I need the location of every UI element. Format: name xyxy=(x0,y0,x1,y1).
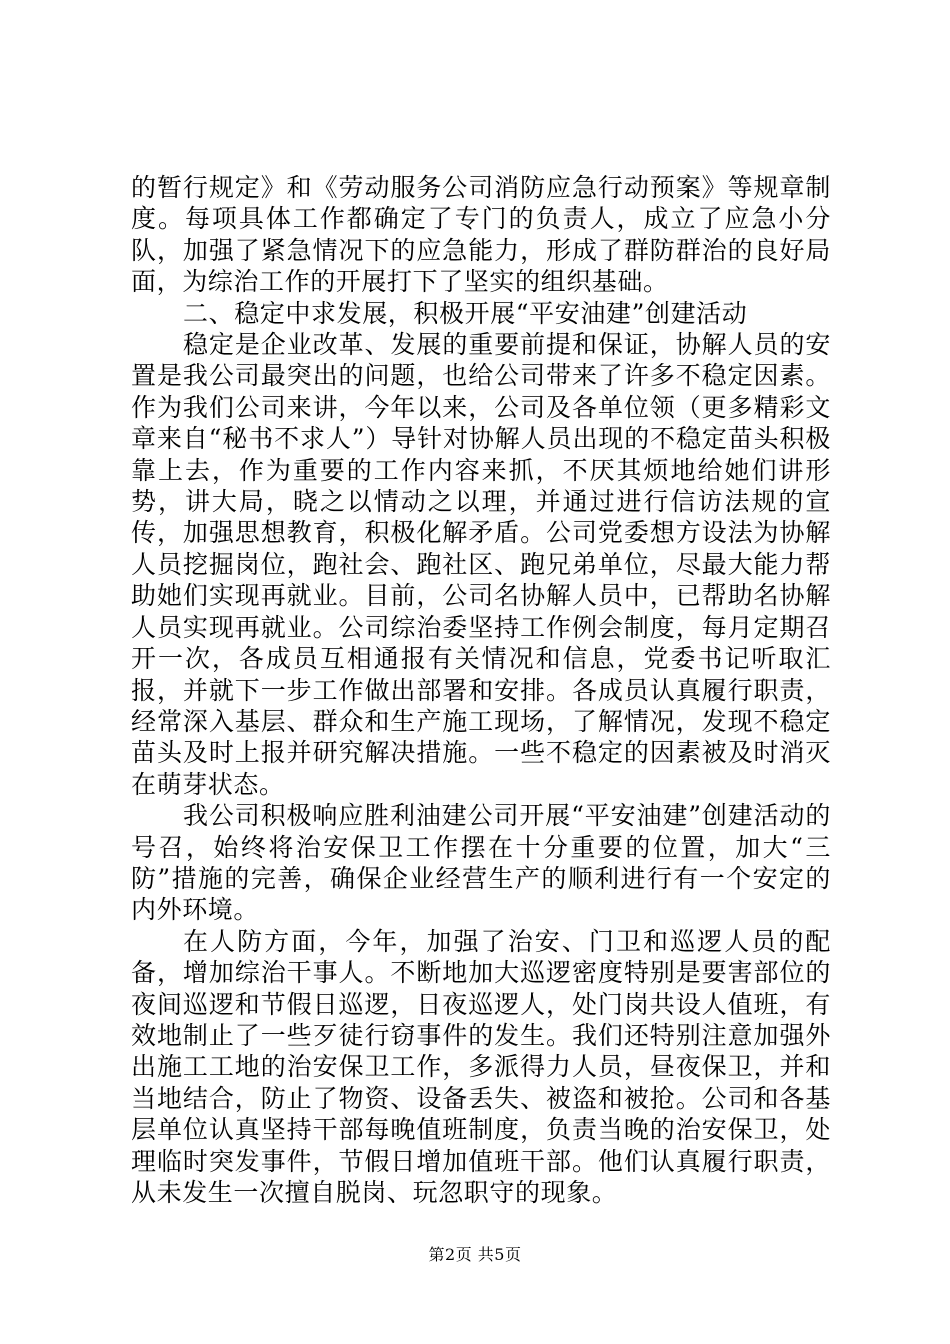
paragraph-4: 在人防方面，今年，加强了治安、门卫和巡逻人员的配备，增加综治干事人。不断地加大巡逻密度特别是要害部位的夜间巡逻和节假日巡逻，日夜巡逻人，处门岗共设人值班，有效地制止了一些歹徒行窃事件的发生。我们还特别注意加强外出施工工地的治安保卫工作，多派得力人员，昼夜保卫，并和当地结合，防止了物资、设备丢失、被盗和被抢。公司和各基层单位认真坚持干部每晚值班制度，负责当晚的治安保卫，处理临时突发事件，节假日增加值班干部。他们认真履行职责，从未发生一次擅自脱岗、玩忽职守的现象。 xyxy=(131,926,831,1207)
paragraph-3: 我公司积极响应胜利油建公司开展“平安油建”创建活动的号召，始终将治安保卫工作摆在十分重要的位置，加大“三防”措施的完善，确保企业经营生产的顺利进行有一个安定的内外环境。 xyxy=(131,801,831,925)
paragraph-2: 稳定是企业改革、发展的重要前提和保证，协解人员的安置是我公司最突出的问题，也给公司带来了许多不稳定因素。作为我们公司来讲，今年以来，公司及各单位领（更多精彩文章来自“秘书不求人”）导针对协解人员出现的不稳定苗头积极靠上去，作为重要的工作内容来抓，不厌其烦地给她们讲形势，讲大局，晓之以情动之以理，并通过进行信访法规的宣传，加强思想教育，积极化解矛盾。公司党委想方设法为协解人员挖掘岗位，跑社会、跑社区、跑兄弟单位，尽最大能力帮助她们实现再就业。目前，公司名协解人员中，已帮助名协解人员实现再就业。公司综治委坚持工作例会制度，每月定期召开一次，各成员互相通报有关情况和信息，党委书记听取汇报，并就下一步工作做出部署和安排。各成员认真履行职责，经常深入基层、群众和生产施工现场，了解情况，发现不稳定苗头及时上报并研究解决措施。一些不稳定的因素被及时消灭在萌芽状态。 xyxy=(131,330,831,799)
section-heading: 二、稳定中求发展，积极开展“平安油建”创建活动 xyxy=(183,298,748,328)
page-number-footer: 第2页 共5页 xyxy=(428,1245,522,1264)
body-text xyxy=(131,172,831,1208)
paragraph-1: 的暂行规定》和《劳动服务公司消防应急行动预案》等规章制度。每项具体工作都确定了专门的负责人，成立了应急小分队，加强了紧急情况下的应急能力，形成了群防群治的良好局面，为综治工作的开展打下了坚实的组织基础。 xyxy=(131,173,831,297)
